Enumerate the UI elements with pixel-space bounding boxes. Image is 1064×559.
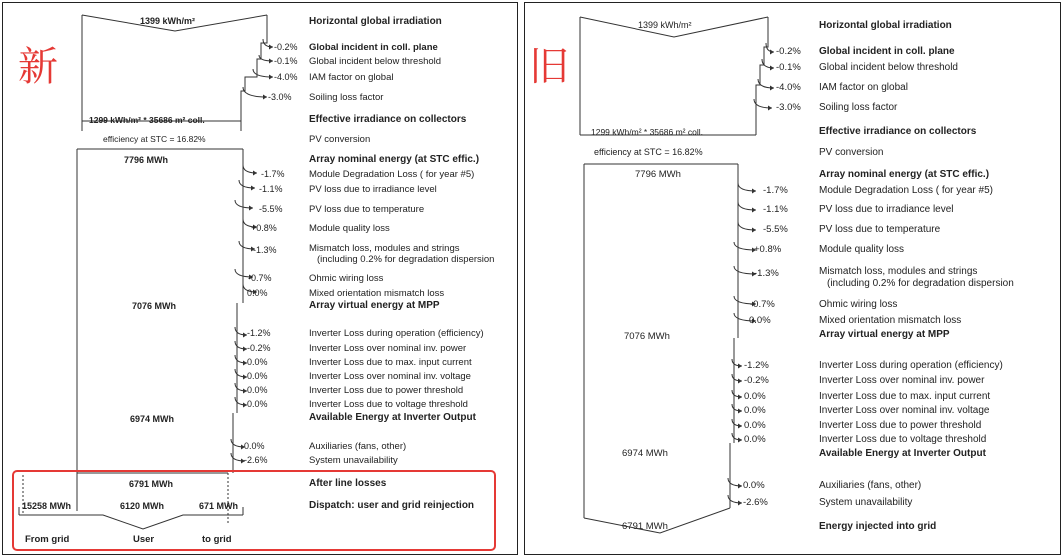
loss-label: Inverter Loss over nominal inv. power [309,343,467,354]
flow-outline [241,15,267,121]
loss-pct: -0.7% [248,273,272,283]
loss-label: PV loss due to temperature [819,224,941,235]
loss-label: IAM factor on global [309,72,394,83]
loss-pct: 0.0% [247,288,268,298]
loss-pct: -0.2% [247,343,271,353]
to-grid-value: 671 MWh [199,501,239,511]
loss-label: Inverter Loss due to max. input current [819,391,991,402]
loss-arrowhead [738,379,742,384]
loss-pct: -0.2% [274,42,298,52]
loss-pct: -4.0% [776,82,801,93]
loss-label-detail: (including 0.2% for degradation dispersion [317,254,495,265]
loss-pct: 0.0% [244,441,265,451]
loss-arrowhead [738,424,742,429]
inverter-output-value: 6974 MWh [130,414,175,424]
loss-arrowhead [249,206,253,211]
loss-label: PV loss due to irradiance level [309,184,437,195]
loss-pct: 0.0% [247,399,268,409]
loss-pct: -0.2% [776,46,801,57]
to-grid-label: to grid [202,534,232,545]
loss-arrowhead [768,106,772,111]
loss-label: Inverter Loss due to voltage threshold [819,434,987,445]
loss-label: Inverter Loss during operation (efficiency) [819,360,1003,371]
loss-label: Auxiliaries (fans, other) [819,480,922,491]
loss-label: Soiling loss factor [819,102,898,113]
loss-label: Global incident below threshold [819,62,958,73]
loss-pct: 0.0% [744,405,766,416]
loss-pct: -1.1% [763,204,788,215]
loss-label: Inverter Loss due to power threshold [309,385,464,396]
loss-pct: +0.8% [251,223,277,233]
loss-label: Inverter Loss due to power threshold [819,420,982,431]
efficiency-label: PV conversion [309,134,371,145]
loss-label: Module Degradation Loss ( for year #5) [819,185,993,196]
nominal-energy-value: 7796 MWh [124,155,169,165]
dispatch-label: Dispatch: user and grid reinjection [309,500,475,511]
loss-label: Ohmic wiring loss [819,299,898,310]
loss-label: Inverter Loss due to voltage threshold [309,399,468,410]
nominal-energy-value: 7796 MWh [635,169,681,180]
loss-arrowhead [738,438,742,443]
loss-pct: 0.0% [744,391,766,402]
loss-arrowhead [738,395,742,400]
loss-pct: -1.3% [253,245,277,255]
loss-arrowhead [253,171,257,176]
loss-pct: -0.7% [750,299,775,310]
loss-label: Module Degradation Loss ( for year #5) [309,169,475,180]
horizontal-irradiation-value: 1399 kWh/m² [140,16,196,26]
loss-arrowhead [738,501,742,506]
loss-arrowhead [738,484,742,489]
loss-label: Module quality loss [309,223,390,234]
loss-arrowhead [752,189,756,194]
horizontal-irradiation-value: 1399 kWh/m² [638,20,692,30]
inverter-output-label: Available Energy at Inverter Output [819,448,986,459]
loss-label: Global incident in coll. plane [309,42,438,53]
loss-label: Mismatch loss, modules and strings [309,243,460,254]
loss-label: PV loss due to temperature [309,204,425,215]
inverter-output-value: 6974 MWh [622,448,668,459]
loss-arrowhead [263,95,267,100]
loss-arrowhead [770,66,774,71]
old-version-tag: 旧 [529,44,569,90]
loss-pct: 0.0% [247,357,268,367]
loss-label: Inverter Loss due to max. input current [309,357,472,368]
loss-pct: -5.5% [763,224,788,235]
loss-pct: -1.3% [754,268,779,279]
dispatch-highlight-box [12,470,496,551]
loss-label: Ohmic wiring loss [309,273,384,284]
nominal-energy-label: Array nominal energy (at STC effic.) [819,169,990,180]
loss-pct: -1.7% [763,185,788,196]
loss-label: Mismatch loss, modules and strings [819,266,978,277]
loss-pct: +0.8% [754,244,782,255]
loss-pct: 0.0% [749,315,771,326]
collectors-label: Effective irradiance on collectors [309,114,467,125]
loss-pct: -2.6% [244,455,268,465]
nominal-energy-label: Array nominal energy (at STC effic.) [309,154,480,165]
loss-label: System unavailability [819,497,913,508]
grid-injection-value: 6791 MWh [622,521,668,532]
efficiency-value: efficiency at STC = 16.82% [594,147,703,157]
loss-arrowhead [770,86,774,91]
from-grid-label: From grid [25,534,70,545]
virtual-energy-label: Array virtual energy at MPP [309,300,440,311]
virtual-energy-value: 7076 MWh [132,301,177,311]
loss-arrowhead [752,208,756,213]
loss-pct: -4.0% [274,72,298,82]
loss-label: IAM factor on global [819,82,908,93]
loss-pct: -0.1% [776,62,801,73]
loss-label: System unavailability [309,455,398,466]
loss-label: Inverter Loss over nominal inv. voltage [309,371,471,382]
loss-pct: 0.0% [744,434,766,445]
after-line-losses-value: 6791 MWh [129,479,174,489]
horizontal-irradiation-label: Horizontal global irradiation [309,16,442,27]
loss-pct: 0.0% [744,420,766,431]
loss-arrowhead [738,364,742,369]
inverter-output-label: Available Energy at Inverter Output [309,412,476,423]
loss-label: Inverter Loss during operation (efficiency) [309,328,484,339]
loss-pct: -1.2% [744,360,769,371]
loss-label: Inverter Loss over nominal inv. power [819,375,985,386]
loss-pct: -0.1% [274,56,298,66]
from-grid-value: 15258 MWh [22,501,72,511]
loss-label: Mixed orientation mismatch loss [309,288,445,299]
after-line-losses-label: After line losses [309,478,387,489]
loss-pct: -5.5% [259,204,283,214]
loss-pct: -0.2% [744,375,769,386]
loss-label: Mixed orientation mismatch loss [819,315,962,326]
loss-label-detail: (including 0.2% for degradation dispersion [827,278,1014,289]
loss-arrowhead [752,228,756,233]
loss-label: Inverter Loss over nominal inv. voltage [819,405,990,416]
loss-label: Global incident below threshold [309,56,442,67]
flow-outline [756,17,768,135]
grid-injection-label: Energy injected into grid [819,521,937,532]
new-loss-diagram-panel [2,2,518,555]
new-version-tag: 新 [18,44,58,90]
loss-pct: 0.0% [743,480,765,491]
loss-label: Global incident in coll. plane [819,46,955,57]
loss-arrowhead [269,59,273,64]
loss-pct: -1.2% [247,328,271,338]
collectors-value: 1299 kWh/m² * 35686 m² coll. [89,115,205,125]
loss-arrowhead [269,45,273,50]
horizontal-irradiation-label: Horizontal global irradiation [819,20,952,31]
collectors-value: 1299 kWh/m² * 35686 m² coll. [591,127,703,137]
loss-pct: -1.1% [259,184,283,194]
efficiency-value: efficiency at STC = 16.82% [103,134,206,144]
loss-pct: -3.0% [268,92,292,102]
virtual-energy-label: Array virtual energy at MPP [819,329,950,340]
loss-arrowhead [269,75,273,80]
old-loss-diagram-panel [524,2,1061,555]
loss-label: PV loss due to irradiance level [819,204,954,215]
efficiency-label: PV conversion [819,147,884,158]
loss-pct: 0.0% [247,385,268,395]
loss-pct: 0.0% [247,371,268,381]
loss-pct: -3.0% [776,102,801,113]
loss-arrowhead [738,409,742,414]
loss-label: Soiling loss factor [309,92,384,103]
user-label: User [133,534,155,545]
loss-pct: -2.6% [743,497,768,508]
user-value: 6120 MWh [120,501,165,511]
loss-label: Auxiliaries (fans, other) [309,441,407,452]
virtual-energy-value: 7076 MWh [624,331,670,342]
loss-label: Module quality loss [819,244,905,255]
loss-pct: -1.7% [261,169,285,179]
loss-arrowhead [251,186,255,191]
loss-arrowhead [770,50,774,55]
collectors-label: Effective irradiance on collectors [819,126,977,137]
